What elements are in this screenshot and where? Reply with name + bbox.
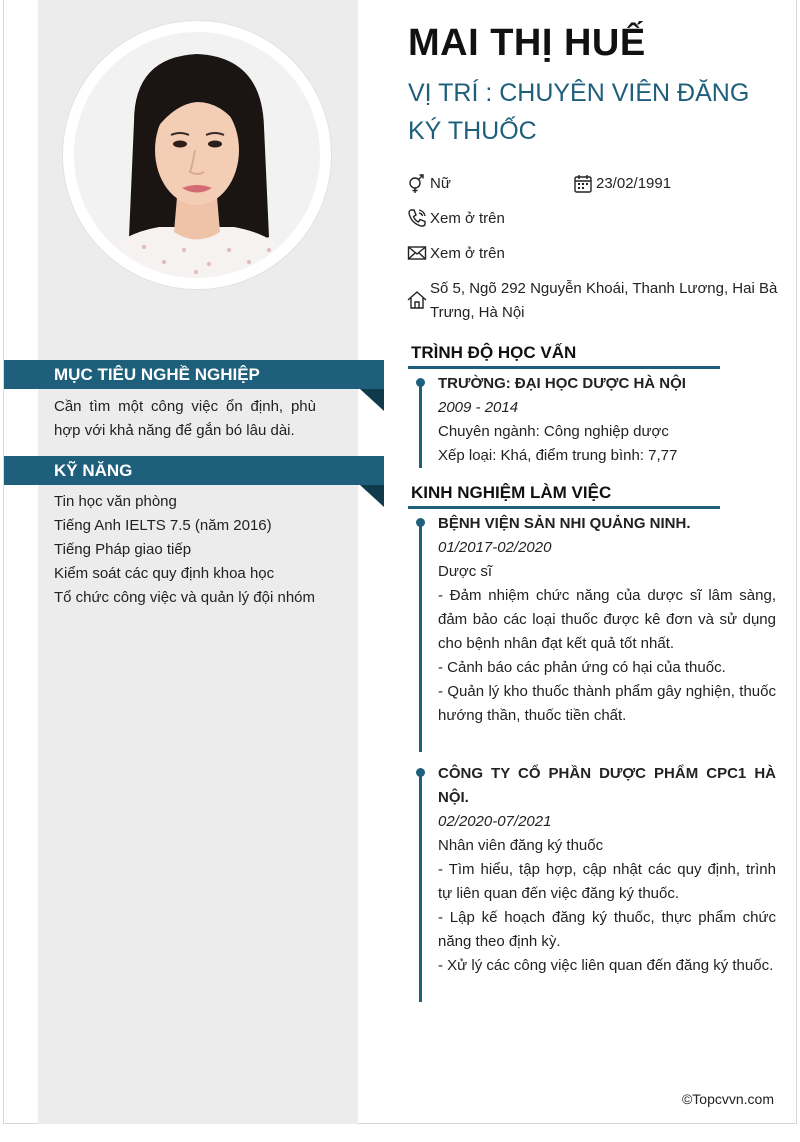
experience-underline bbox=[408, 506, 720, 509]
skill-item: Tin học văn phòng bbox=[54, 493, 177, 510]
job-entry bbox=[438, 512, 776, 728]
job-role: Nhân viên đăng ký thuốc bbox=[438, 837, 604, 854]
job-duty: - Lập kế hoạch đăng ký thuốc, thực phẩm chức năng theo định kỳ. bbox=[438, 909, 776, 950]
education-header: TRÌNH ĐỘ HỌC VẤN bbox=[411, 343, 577, 362]
job-duty: - Quản lý kho thuốc thành phẩm gây nghiện, thuốc hướng thần, thuốc tiền chất. bbox=[438, 683, 776, 724]
job-bullet bbox=[416, 518, 425, 527]
career-goal-header-fold bbox=[360, 389, 384, 411]
education-period: 2009 - 2014 bbox=[438, 399, 519, 416]
skill-item: Kiểm soát các quy định khoa học bbox=[54, 565, 275, 582]
email-value: Xem ở trên bbox=[430, 245, 505, 262]
career-goal-header: MỤC TIÊU NGHỀ NGHIỆP bbox=[4, 360, 384, 389]
job-company: CÔNG TY CỔ PHẦN DƯỢC PHẨM CPC1 HÀ NỘI. bbox=[438, 765, 776, 806]
education-major: Chuyên ngành: Công nghiệp dược bbox=[438, 423, 669, 440]
birthday-value: 23/02/1991 bbox=[596, 175, 672, 192]
gender-icon bbox=[406, 172, 428, 194]
education-grade: Xếp loại: Khá, điểm trung bình: 7,77 bbox=[438, 447, 678, 464]
job-timeline bbox=[419, 770, 422, 1002]
skill-item: Tổ chức công việc và quản lý đội nhóm bbox=[54, 589, 316, 606]
education-entry bbox=[438, 372, 776, 468]
education-timeline bbox=[419, 380, 422, 468]
skill-item: Tiếng Anh IELTS 7.5 (năm 2016) bbox=[54, 517, 272, 534]
home-icon bbox=[406, 289, 428, 311]
skills-header: KỸ NĂNG bbox=[4, 456, 384, 485]
job-period: 02/2020-07/2021 bbox=[438, 813, 552, 830]
job-duty: - Cảnh báo các phản ứng có hại của thuốc. bbox=[438, 659, 726, 676]
phone-row bbox=[406, 207, 505, 231]
skills-header-fold bbox=[360, 485, 384, 507]
job-position: VỊ TRÍ : CHUYÊN VIÊN ĐĂNG KÝ THUỐC bbox=[408, 79, 750, 145]
job-entry bbox=[438, 762, 776, 978]
job-bullet bbox=[416, 768, 425, 777]
education-bullet bbox=[416, 378, 425, 387]
job-period: 01/2017-02/2020 bbox=[438, 539, 552, 556]
education-underline bbox=[408, 366, 720, 369]
gender-value: Nữ bbox=[430, 175, 451, 192]
job-duty: - Đảm nhiệm chức năng của dược sĩ lâm sàng, đảm bảo các loại thuốc được kê đơn và sử dụng cho bệnh nhân đạt kết quả tốt nhất. bbox=[438, 587, 776, 652]
phone-icon bbox=[406, 207, 428, 229]
job-timeline bbox=[419, 520, 422, 752]
school-name: TRƯỜNG: ĐẠI HỌC DƯỢC HÀ NỘI bbox=[438, 375, 686, 392]
skill-item: Tiếng Pháp giao tiếp bbox=[54, 541, 192, 558]
experience-header: KINH NGHIỆM LÀM VIỆC bbox=[411, 483, 612, 502]
career-goal-text: Cần tìm một công việc ổn định, phù hợp với khả năng để gắn bó lâu dài. bbox=[54, 398, 316, 439]
candidate-name: MAI THỊ HUẾ bbox=[408, 22, 646, 64]
job-role: Dược sĩ bbox=[438, 563, 493, 580]
gender-row bbox=[406, 172, 451, 196]
job-company: BỆNH VIỆN SẢN NHI QUẢNG NINH. bbox=[438, 515, 691, 532]
job-duty: - Xử lý các công việc liên quan đến đăng ký thuốc. bbox=[438, 957, 774, 974]
job-duty: - Tìm hiểu, tập hợp, cập nhật các quy định, trình tự liên quan đến việc đăng ký thuốc. bbox=[438, 861, 776, 902]
mail-icon bbox=[406, 242, 428, 264]
avatar bbox=[74, 32, 320, 278]
address-value: Số 5, Ngõ 292 Nguyễn Khoái, Thanh Lương, Hai Bà Trưng, Hà Nội bbox=[430, 280, 778, 321]
email-row bbox=[406, 242, 505, 266]
avatar-frame bbox=[62, 20, 332, 290]
calendar-icon bbox=[572, 172, 594, 194]
footer-copyright: ©Topcvvn.com bbox=[681, 1091, 774, 1107]
birthday-row bbox=[572, 172, 671, 196]
address-row bbox=[406, 277, 778, 325]
phone-value: Xem ở trên bbox=[430, 210, 505, 227]
skills-list bbox=[54, 490, 316, 610]
